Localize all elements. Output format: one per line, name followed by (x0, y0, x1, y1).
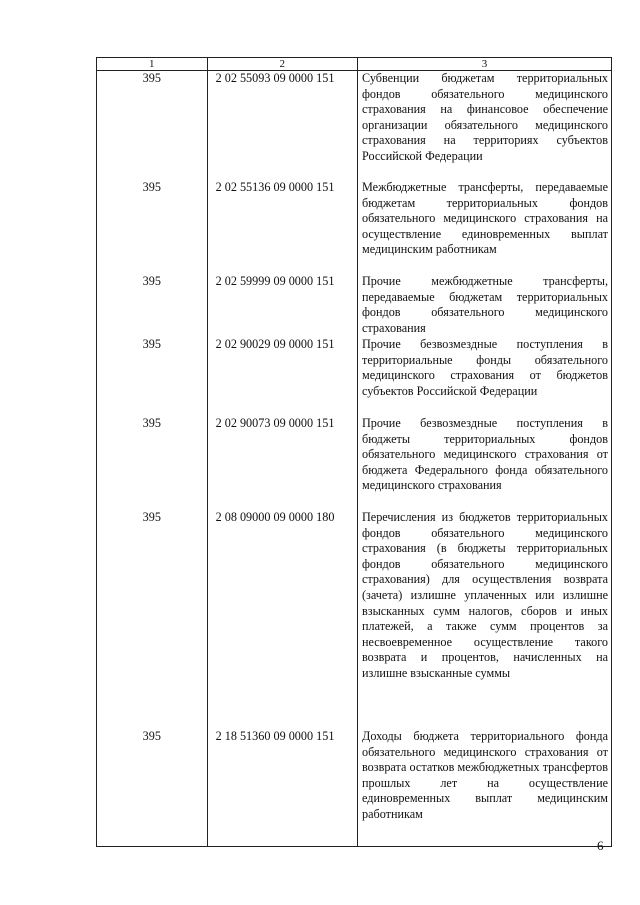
table-row-4-code: 2 02 90029 09 0000 151 (215, 337, 335, 351)
table-row-4-num: 395 (142, 337, 161, 351)
table-row-7-text: Доходы бюджета территориального фонда обязательного медицинского страхования от возврата остатков межбюджетных трансфертов прошлых лет на осуществление единовременных выплат медицинским работникам (362, 729, 609, 821)
column-description (358, 71, 611, 846)
table-row-3-code: 2 02 59999 09 0000 151 (215, 274, 335, 288)
table-row-1-num: 395 (142, 71, 161, 85)
table-row-2-code: 2 02 55136 09 0000 151 (215, 180, 335, 194)
table-row-1-text: Субвенции бюджетам территориальных фондов обязательного медицинского страхования на финансовое обеспечение организации обязательного медицинского страхования на территориях субъектов Российской Федерации (362, 71, 609, 163)
table-row-5-text: Прочие безвозмездные поступления в бюджеты территориальных фондов обязательного медицинского страхования от бюджета Федерального фонда обязательного медицинского страхования (362, 416, 609, 493)
column-admin-code (97, 71, 208, 846)
table-row-5-code: 2 02 90073 09 0000 151 (215, 416, 335, 430)
table-row-5-num: 395 (142, 416, 161, 430)
header-col-1: 1 (97, 58, 208, 70)
budget-codes-table (96, 57, 612, 847)
table-row-4-text: Прочие безвозмездные поступления в территориальные фонды обязательного медицинского страхования от бюджетов субъектов Российской Федерации (362, 337, 609, 398)
table-row-2-text: Межбюджетные трансферты, передаваемые бюджетам территориальных фондов обязательного медицинского страхования на осуществление единовременных выплат медицинским работникам (362, 180, 609, 257)
table-row-7-num: 395 (142, 729, 161, 743)
page-number: 6 (597, 838, 604, 853)
header-col-2: 2 (208, 58, 358, 70)
table-header-row (96, 57, 612, 71)
header-col-3: 3 (481, 58, 488, 70)
table-row-7-code: 2 18 51360 09 0000 151 (215, 729, 335, 743)
table-row-6-num: 395 (142, 510, 161, 524)
table-row-1-code: 2 02 55093 09 0000 151 (215, 71, 335, 85)
table-row-2-num: 395 (142, 180, 161, 194)
table-row-6-code: 2 08 09000 09 0000 180 (215, 510, 335, 524)
table-body (96, 71, 612, 847)
table-row-6-text: Перечисления из бюджетов территориальных фондов обязательного медицинского страхования (в бюджеты территориальных фондов обязательного медицинского страхования) для осуществления возврата (зачета) излишне уплаченных или излишне взысканных сумм налогов, сборов и иных платежей, а также сумм процентов за несвоевременное осуществление такого возврата и процентов, начисленных на излишне взысканные суммы (362, 510, 609, 680)
table-row-3-text: Прочие межбюджетные трансферты, передаваемые бюджетам территориальных фондов обязательного медицинского страхования (362, 274, 609, 335)
column-budget-code (208, 71, 358, 846)
table-row-3-num: 395 (142, 274, 161, 288)
